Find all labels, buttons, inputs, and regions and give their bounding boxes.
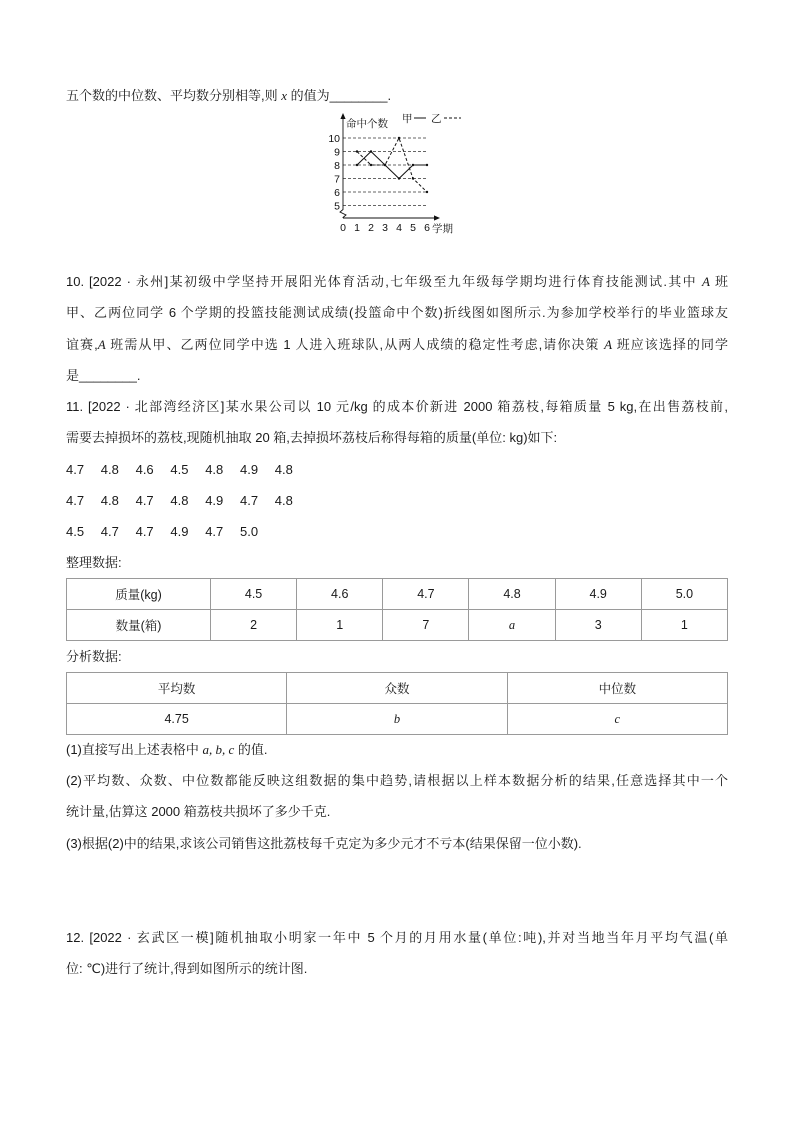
y-tick-label: 6: [334, 186, 340, 199]
q10-text-3a: 谊赛,: [66, 337, 98, 352]
y-axis-arrow: [340, 113, 345, 119]
count-cell: 1: [297, 610, 383, 641]
sample-value: 4.8: [100, 493, 119, 508]
table-row: [67, 704, 728, 735]
series-1-point: [370, 150, 372, 152]
y-axis: [340, 118, 346, 218]
series-2-point: [398, 137, 400, 139]
series-1-point: [426, 164, 428, 166]
series-1-point: [356, 164, 358, 166]
sample-value: 4.7: [239, 493, 259, 508]
q11-part-1: [66, 742, 728, 758]
series-2-point: [384, 164, 386, 166]
x-axis-label: 学期: [432, 223, 453, 235]
q9-answer-line: [66, 88, 728, 104]
count-cell: 1: [641, 610, 727, 641]
frequency-table: [66, 578, 728, 641]
sample-value: 4.7: [135, 493, 154, 508]
series-1-line: [357, 152, 427, 179]
sample-value: 4.8: [274, 462, 293, 477]
sample-row-2: [66, 493, 310, 509]
sample-value: 4.7: [135, 524, 154, 539]
sample-value: 4.7: [205, 524, 224, 539]
table-row: [67, 579, 728, 610]
y-tick-label: 10: [328, 132, 340, 145]
q11-part-2-line-2: 统计量,估算这 2000 箱荔枝共损坏了多少千克.: [66, 804, 331, 819]
legend-label-series-2: 乙: [431, 113, 442, 125]
y-tick-label: 8: [334, 159, 340, 172]
y-tick-label: 7: [334, 173, 340, 186]
row-header-mass: 质量(kg): [67, 579, 211, 610]
count-cell: 7: [383, 610, 469, 641]
y-axis-label: 命中个数: [346, 118, 388, 130]
series-1-point: [398, 177, 400, 179]
q10-line-4: 是________.: [66, 368, 141, 383]
mass-cell: 5.0: [641, 579, 727, 610]
x-tick-label: 5: [410, 222, 416, 234]
mass-cell: 4.6: [297, 579, 383, 610]
q10-text-1: 10. [2022 · 永州]某初级中学坚持开展阳光体育活动,七年级至九年级每学期均进行体育技能测试.其中: [66, 274, 703, 289]
q11-line-2: 需要去掉损坏的荔枝,现随机抽取 20 箱,去掉损坏荔枝后称得每箱的质量(单位: kg)如下:: [66, 430, 558, 445]
chart-svg: [320, 106, 470, 236]
sample-value: 5.0: [239, 524, 259, 539]
sample-value: 4.9: [205, 493, 224, 508]
mode-value: b: [287, 704, 507, 735]
x-tick-label: 3: [382, 222, 388, 234]
sample-value: 4.7: [66, 493, 85, 508]
var-x: x: [281, 88, 288, 103]
q11-part-1-end: 的值.: [234, 742, 268, 757]
q10-line-1: [66, 274, 728, 290]
count-cell: 2: [211, 610, 297, 641]
q12-line-2: 位: ℃)进行了统计,得到如图所示的统计图.: [66, 961, 308, 976]
var-a-class: A: [604, 337, 613, 352]
sample-value: 4.5: [170, 462, 189, 477]
series-2-point: [426, 191, 428, 193]
count-cell: 3: [555, 610, 641, 641]
sample-value: 4.8: [100, 462, 119, 477]
q11-part-3: (3)根据(2)中的结果,求该公司销售这批荔枝每千克定为多少元才不亏本(结果保留一位小数).: [66, 836, 582, 851]
q10-text-3b: 班需从甲、乙两位同学中选 1 人进入班球队,从两人成绩的稳定性考虑,请你决策: [105, 337, 605, 352]
sample-value: 4.8: [170, 493, 189, 508]
y-tick-label: 9: [334, 146, 340, 159]
sample-value: 4.9: [170, 524, 189, 539]
series-2-point: [370, 164, 372, 166]
x-axis-arrow: [434, 215, 440, 220]
mass-cell: 4.8: [469, 579, 555, 610]
sample-row-1: [66, 462, 310, 478]
shooting-line-chart: [320, 106, 470, 236]
row-header-count: 数量(箱): [67, 610, 211, 641]
q9-blank-text: 的值为________.: [287, 88, 392, 103]
x-tick-label: 6: [424, 222, 430, 234]
q11-part-2-line-1: (2)平均数、众数、中位数都能反映这组数据的集中趋势,请根据以上样本数据分析的结果,任意选择其中一个: [66, 773, 728, 788]
q10-line-3: [66, 337, 728, 353]
median-value: c: [507, 704, 727, 735]
header-median: 中位数: [507, 673, 727, 704]
q11-line-1: 11. [2022 · 北部湾经济区]某水果公司以 10 元/kg 的成本价新进 2000 箱荔枝,每箱质量 5 kg,在出售荔枝前,: [66, 399, 728, 414]
table-row: [67, 610, 728, 641]
mean-value: 4.75: [67, 704, 287, 735]
legend-label-series-1: 甲: [402, 113, 413, 125]
q9-text: 五个数的中位数、平均数分别相等,则: [66, 88, 282, 103]
sample-value: 4.7: [66, 462, 85, 477]
x-tick-label: 0: [340, 222, 346, 234]
mass-cell: 4.7: [383, 579, 469, 610]
mass-cell: 4.5: [211, 579, 297, 610]
q10-text-1-end: 班: [710, 274, 728, 289]
sample-value: 4.5: [66, 524, 85, 539]
var-a-class: A: [97, 337, 106, 352]
x-tick-label: 4: [396, 222, 402, 234]
sample-value: 4.7: [100, 524, 119, 539]
var-a-class: A: [702, 274, 710, 289]
mass-cell: 4.9: [555, 579, 641, 610]
q10-text-3c: 班应该选择的同学: [612, 337, 728, 352]
series-1-point: [412, 164, 414, 166]
count-cell-variable-a: a: [469, 610, 555, 641]
q12-line-1: 12. [2022 · 玄武区一模]随机抽取小明家一年中 5 个月的月用水量(单位:吨),并对当地当年月平均气温(单: [66, 930, 728, 945]
vars-abc: a, b, c: [202, 742, 235, 757]
organize-data-label: 整理数据:: [66, 555, 122, 570]
series-2-point: [412, 177, 414, 179]
analyze-data-label: 分析数据:: [66, 649, 122, 664]
x-tick-label: 2: [368, 222, 374, 234]
q10-line-2: 甲、乙两位同学 6 个学期的投篮技能测试成绩(投篮命中个数)折线图如图所示.为参加学校举行的毕业篮球友: [66, 305, 728, 320]
sample-value: 4.8: [205, 462, 224, 477]
sample-row-3: [66, 524, 275, 540]
statistics-table: [66, 672, 728, 735]
x-tick-label: 1: [354, 222, 360, 234]
y-tick-label: 5: [334, 200, 340, 213]
header-mean: 平均数: [67, 673, 287, 704]
sample-value: 4.9: [239, 462, 259, 477]
sample-value: 4.8: [274, 493, 293, 508]
q11-part-1-text: (1)直接写出上述表格中: [66, 742, 203, 757]
series-2-point: [356, 150, 358, 152]
table-row: [67, 673, 728, 704]
header-mode: 众数: [287, 673, 507, 704]
sample-value: 4.6: [135, 462, 154, 477]
